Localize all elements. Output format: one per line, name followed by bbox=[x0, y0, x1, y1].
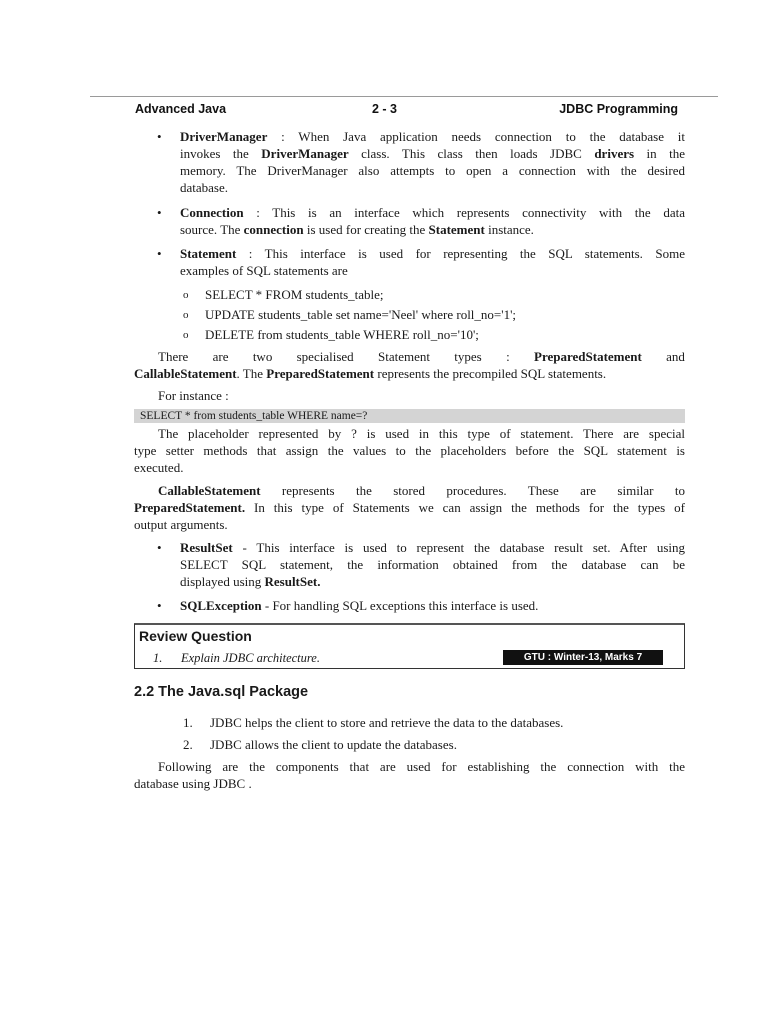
text-line: SELECT SQL statement, the information obtained from the database can be bbox=[180, 557, 685, 572]
text-line: type setter methods that assign the values to the placeholders before the SQL statement is bbox=[134, 443, 685, 458]
word: There bbox=[158, 349, 189, 364]
list-number: 1. bbox=[183, 715, 193, 730]
word: are bbox=[212, 349, 229, 364]
term-statement: Statement bbox=[180, 246, 237, 261]
placeholder-paragraph bbox=[134, 425, 685, 476]
review-title: Review Question bbox=[139, 628, 252, 644]
text-span: source. The bbox=[180, 222, 244, 237]
term-callablestatement: CallableStatement bbox=[134, 366, 237, 381]
bullet-resultset bbox=[180, 539, 685, 590]
term-preparedstatement-inline: PreparedStatement bbox=[266, 366, 375, 381]
term-drivers: drivers bbox=[594, 146, 635, 161]
bullet-connection bbox=[180, 204, 685, 238]
text-span: invokes the bbox=[180, 146, 262, 161]
bullet-sqlexception bbox=[180, 597, 685, 614]
text-span: displayed using bbox=[180, 574, 265, 589]
term-preparedstatement: PreparedStatement bbox=[534, 349, 642, 364]
separator: : bbox=[267, 129, 299, 144]
bullet-icon: • bbox=[157, 205, 162, 220]
header-book-title: Advanced Java bbox=[135, 102, 227, 116]
text-line: This interface is used for representing the SQL statements. Some bbox=[264, 246, 685, 261]
term-drivermanager: DriverManager bbox=[180, 129, 268, 144]
text-line: This is an interface which represents connectivity with the data bbox=[272, 205, 685, 220]
text-line: database using JDBC . bbox=[134, 776, 252, 791]
separator: : bbox=[236, 246, 265, 261]
word: Statement bbox=[377, 349, 430, 364]
text-span: - This interface is used to represent the database result set. After using bbox=[232, 540, 685, 555]
term-drivermanager-inline: DriverManager bbox=[261, 146, 349, 161]
text-line: executed. bbox=[134, 460, 184, 475]
text-span: class. This class then loads JDBC bbox=[348, 146, 595, 161]
term-resultset: ResultSet bbox=[180, 540, 233, 555]
word: : bbox=[506, 349, 510, 364]
term-preparedstatement-inline: PreparedStatement. bbox=[134, 500, 246, 515]
text-span: instance. bbox=[484, 222, 534, 237]
bullet-icon: • bbox=[157, 540, 162, 555]
word: specialised bbox=[296, 349, 354, 364]
bullet-statement bbox=[180, 245, 685, 279]
text-span: represents the stored procedures. These are similar to bbox=[260, 483, 685, 498]
circle-bullet-icon: o bbox=[183, 309, 189, 321]
separator: : bbox=[243, 205, 273, 220]
review-question-text: Explain JDBC architecture. bbox=[181, 651, 320, 665]
exam-badge: GTU : Winter-13, Marks 7 bbox=[503, 650, 663, 665]
header-page-number: 2 - 3 bbox=[372, 102, 398, 116]
text-span: . The bbox=[236, 366, 267, 381]
bullet-icon: • bbox=[157, 246, 162, 261]
word: types bbox=[454, 349, 482, 364]
term-resultset-inline: ResultSet. bbox=[264, 574, 321, 589]
word: two bbox=[252, 349, 273, 364]
statement-types-paragraph bbox=[134, 348, 685, 382]
term-callablestatement-inline: CallableStatement bbox=[158, 483, 261, 498]
text-line: The placeholder represented by ? is used in this type of statement. There are special bbox=[158, 426, 685, 441]
closing-paragraph bbox=[134, 758, 685, 792]
list-number: 2. bbox=[183, 737, 193, 752]
section-heading: 2.2 The Java.sql Package bbox=[134, 684, 309, 700]
text-line: database. bbox=[180, 180, 229, 195]
circle-bullet-icon: o bbox=[183, 329, 189, 341]
header-rule bbox=[90, 96, 718, 97]
term-sqlexception: SQLException bbox=[180, 598, 262, 613]
text-line: examples of SQL statements are bbox=[180, 263, 348, 278]
for-instance-label: For instance : bbox=[158, 388, 229, 403]
text-span: is used for creating the bbox=[303, 222, 429, 237]
circle-bullet-icon: o bbox=[183, 289, 189, 301]
text-line: When Java application needs connection to the database it bbox=[298, 129, 685, 144]
list-item: JDBC helps the client to store and retrieve the data to the databases. bbox=[210, 715, 564, 730]
text-span: in the bbox=[634, 146, 686, 161]
term-connection: Connection bbox=[180, 205, 244, 220]
text-span: In this type of Statements we can assign the methods for the types of bbox=[245, 500, 685, 515]
text-span: represents the precompiled SQL statements. bbox=[374, 366, 607, 381]
text-line: output arguments. bbox=[134, 517, 228, 532]
code-example-bar: SELECT * from students_table WHERE name=? bbox=[134, 409, 685, 423]
text-line: Following are the components that are used for establishing the connection with the bbox=[158, 759, 685, 774]
term-connection-inline: connection bbox=[243, 222, 304, 237]
list-item: JDBC allows the client to update the databases. bbox=[210, 737, 457, 752]
header-chapter-title: JDBC Programming bbox=[559, 102, 678, 116]
review-question-number: 1. bbox=[153, 651, 163, 665]
callable-paragraph bbox=[134, 482, 685, 533]
bullet-drivermanager bbox=[180, 128, 685, 196]
sql-example: SELECT * FROM students_table; bbox=[205, 287, 384, 302]
sql-example: UPDATE students_table set name='Neel' where roll_no='1'; bbox=[205, 307, 517, 322]
bullet-icon: • bbox=[157, 129, 162, 144]
sql-example: DELETE from students_table WHERE roll_no='10'; bbox=[205, 327, 479, 342]
text-span: - For handling SQL exceptions this interface is used. bbox=[261, 598, 539, 613]
term-statement-inline: Statement bbox=[428, 222, 485, 237]
bullet-icon: • bbox=[157, 598, 162, 613]
text-line: memory. The DriverManager also attempts to open a connection with the desired bbox=[180, 163, 685, 178]
word: and bbox=[666, 349, 685, 364]
